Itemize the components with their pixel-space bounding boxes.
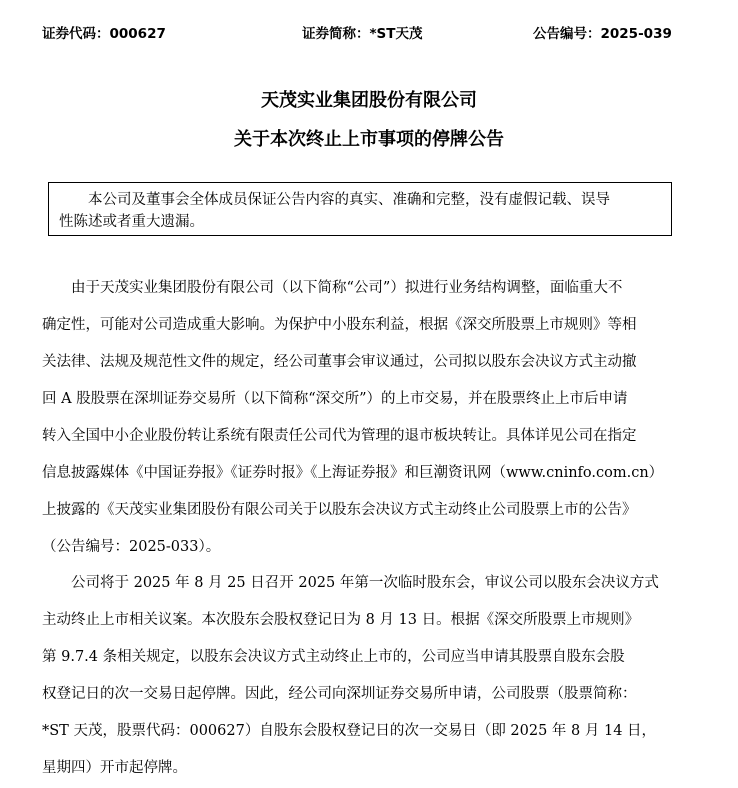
paragraph-line xyxy=(42,270,696,307)
line-text: 权登记日的次一交易日起停牌。因此，经公司向深圳证券交易所申请，公司股票（股票简称： xyxy=(42,686,637,702)
paragraph-line xyxy=(42,529,696,566)
body-paragraph-2 xyxy=(42,565,696,787)
announcement-title: 关于本次终止上市事项的停牌公告 xyxy=(234,129,504,150)
disclaimer-line: 性陈述或者重大遗漏。 xyxy=(59,214,204,230)
line-text: *ST 天茂，股票代码：000627）自股东会股权登记日的次一交易日（即 2025 年 8 月 14 日， xyxy=(42,723,657,739)
line-text: 转入全国中小企业股份转让系统有限责任公司代为管理的退市板块转让。具体详见公司在指定 xyxy=(42,428,637,444)
paragraph-line xyxy=(42,602,696,639)
document-header xyxy=(0,16,738,46)
paragraph-line xyxy=(42,565,696,602)
line-text: 由于天茂实业集团股份有限公司（以下简称“公司”）拟进行业务结构调整，面临重大不 xyxy=(71,280,623,296)
paragraph-line xyxy=(42,750,696,787)
line-text: 回 A 股股票在深圳证券交易所（以下简称“深交所”）的上市交易，并在股票终止上市后申请 xyxy=(42,391,628,407)
line-text: 主动终止上市相关议案。本次股东会股权登记日为 8 月 13 日。根据《深交所股票上市规则》 xyxy=(42,612,640,628)
line-text: 星期四）开市起停牌。 xyxy=(42,760,187,776)
line-text: 信息披露媒体《中国证券报》《证券时报》《上海证券报》和巨潮资讯网（www.cninfo.com.cn） xyxy=(42,465,664,481)
paragraph-line xyxy=(42,307,696,344)
announcement-number: 公告编号：2025-039 xyxy=(533,26,672,42)
paragraph-line xyxy=(42,492,696,529)
company-title: 天茂实业集团股份有限公司 xyxy=(261,90,477,111)
paragraph-line xyxy=(42,418,696,455)
line-text: 公司将于 2025 年 8 月 25 日召开 2025 年第一次临时股东会，审议公司以股东会决议方式 xyxy=(71,575,659,591)
line-text: 关法律、法规及规范性文件的规定，经公司董事会审议通过，公司拟以股东会决议方式主动撤 xyxy=(42,354,637,370)
paragraph-line xyxy=(42,344,696,381)
paragraph-line xyxy=(42,381,696,418)
paragraph-line xyxy=(42,455,696,492)
body-paragraph-1 xyxy=(42,270,696,566)
stock-code: 证券代码：000627 xyxy=(42,26,166,42)
paragraph-line xyxy=(42,713,696,750)
line-text: 第 9.7.4 条相关规定，以股东会决议方式主动终止上市的，公司应当申请其股票自股东会股 xyxy=(42,649,625,665)
disclaimer-box xyxy=(48,182,672,236)
line-text: 上披露的《天茂实业集团股份有限公司关于以股东会决议方式主动终止公司股票上市的公告》 xyxy=(42,502,637,518)
paragraph-line xyxy=(42,676,696,713)
line-text: 确定性，可能对公司造成重大影响。为保护中小股东利益，根据《深交所股票上市规则》等相 xyxy=(42,317,637,333)
paragraph-line xyxy=(42,639,696,676)
line-text: （公告编号：2025-033）。 xyxy=(42,539,221,555)
disclaimer-line: 本公司及董事会全体成员保证公告内容的真实、准确和完整，没有虚假记载、误导 xyxy=(88,192,610,208)
stock-short-name: 证券简称：*ST天茂 xyxy=(302,26,423,42)
